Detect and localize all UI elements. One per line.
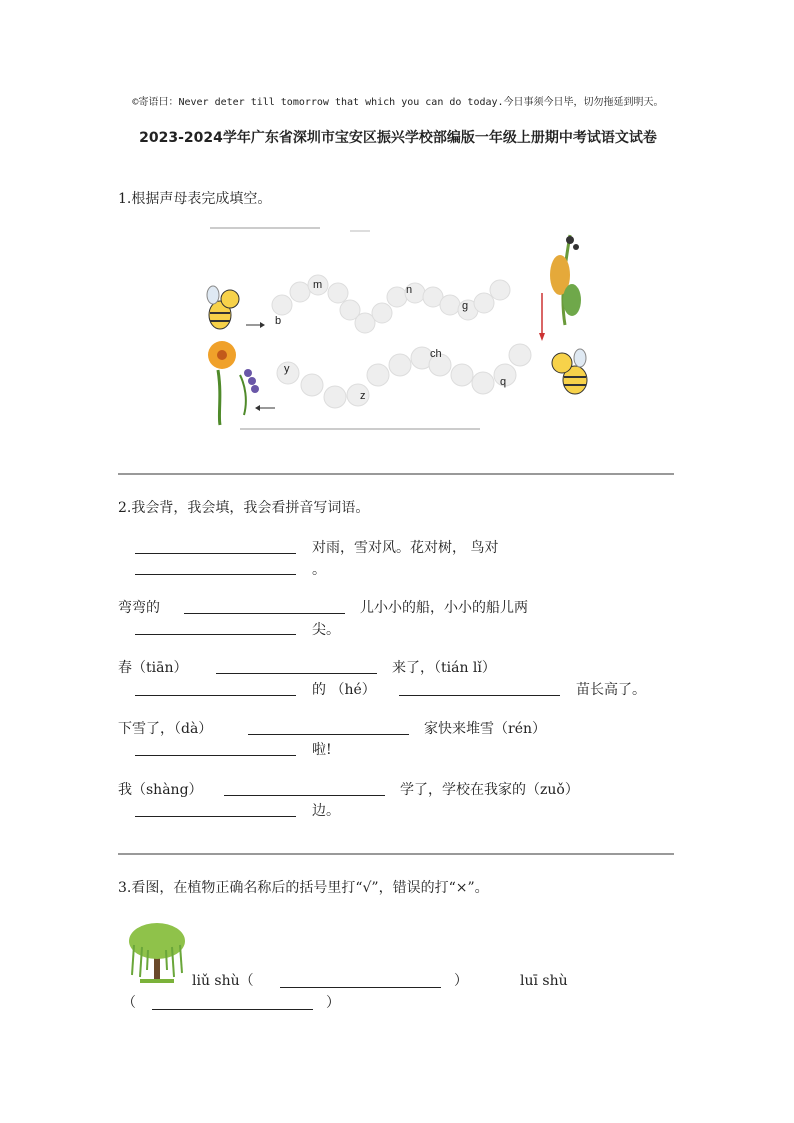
line4-text-c: 啦! bbox=[312, 742, 332, 758]
line3-text-d: 苗长高了。 bbox=[576, 682, 646, 698]
blank-line[interactable] bbox=[135, 695, 296, 696]
paren-close-1: ） bbox=[454, 973, 468, 989]
line3-text-c: 的 （hé） bbox=[312, 682, 376, 698]
initial-n: n bbox=[406, 284, 413, 296]
willow-tree-icon bbox=[122, 915, 192, 985]
line4-text-b: 家快来堆雪（rén） bbox=[424, 721, 546, 737]
question-3-prompt: 3.看图，在植物正确名称后的括号里打“√”，错误的打“×”。 bbox=[118, 880, 489, 896]
initial-z: z bbox=[360, 390, 366, 402]
bee-left-icon bbox=[207, 286, 239, 329]
blank-line[interactable] bbox=[135, 574, 296, 575]
blank-line[interactable] bbox=[224, 795, 385, 796]
flower-left-icon bbox=[208, 341, 259, 425]
initial-ch: ch bbox=[430, 348, 442, 360]
line1-end: 。 bbox=[312, 562, 326, 578]
blank-line[interactable] bbox=[216, 673, 377, 674]
paren-close-2: ） bbox=[326, 995, 340, 1011]
paren-open-2: （ bbox=[122, 995, 136, 1011]
line3-text-b: 来了，（tián lǐ） bbox=[392, 660, 496, 676]
blank-line[interactable] bbox=[135, 634, 296, 635]
line3-text-a: 春（tiān） bbox=[118, 660, 188, 676]
blank-line[interactable] bbox=[184, 613, 345, 614]
option-liu-shu: liǔ shù（ bbox=[192, 973, 254, 989]
blank-line[interactable] bbox=[248, 734, 409, 735]
flower-right-icon bbox=[550, 235, 581, 325]
line5-text-a: 我（shàng） bbox=[118, 782, 203, 798]
bee-right-icon bbox=[552, 349, 587, 394]
initial-g: g bbox=[462, 300, 469, 312]
divider bbox=[118, 853, 674, 855]
question-1-prompt: 1.根据声母表完成填空。 bbox=[118, 191, 272, 207]
line1-text: 对雨，雪对风。花对树， 鸟对 bbox=[312, 540, 499, 556]
blank-line[interactable] bbox=[399, 695, 560, 696]
option-lui-shu: luī shù bbox=[520, 973, 568, 989]
page-title: 2023-2024学年广东省深圳市宝安区振兴学校部编版一年级上册期中考试语文试卷 bbox=[139, 130, 657, 146]
blank-line[interactable] bbox=[135, 755, 296, 756]
line5-text-c: 边。 bbox=[312, 803, 340, 819]
initial-q: q bbox=[500, 376, 507, 388]
blank-line[interactable] bbox=[135, 816, 296, 817]
answer-blank-2[interactable] bbox=[152, 1009, 313, 1010]
initial-y: y bbox=[284, 363, 290, 375]
question-2-prompt: 2.我会背，我会填，我会看拼音写词语。 bbox=[118, 500, 370, 516]
initial-m: m bbox=[313, 279, 323, 291]
line2-text-a: 弯弯的 bbox=[118, 600, 160, 616]
initials-caterpillar-diagram bbox=[200, 225, 590, 435]
initial-b: b bbox=[275, 315, 282, 327]
line2-text-b: 儿小小的船，小小的船儿两 bbox=[360, 600, 528, 616]
line2-text-c: 尖。 bbox=[312, 622, 340, 638]
answer-blank-1[interactable] bbox=[280, 987, 441, 988]
divider bbox=[118, 473, 674, 475]
line4-text-a: 下雪了，（dà） bbox=[118, 721, 213, 737]
motto: ©寄语曰：Never deter till tomorrow that which you can do today.今日事须今日毕，切勿拖延到明天。 bbox=[132, 97, 664, 108]
blank-line[interactable] bbox=[135, 553, 296, 554]
line5-text-b: 学了，学校在我家的（zuǒ） bbox=[400, 782, 579, 798]
